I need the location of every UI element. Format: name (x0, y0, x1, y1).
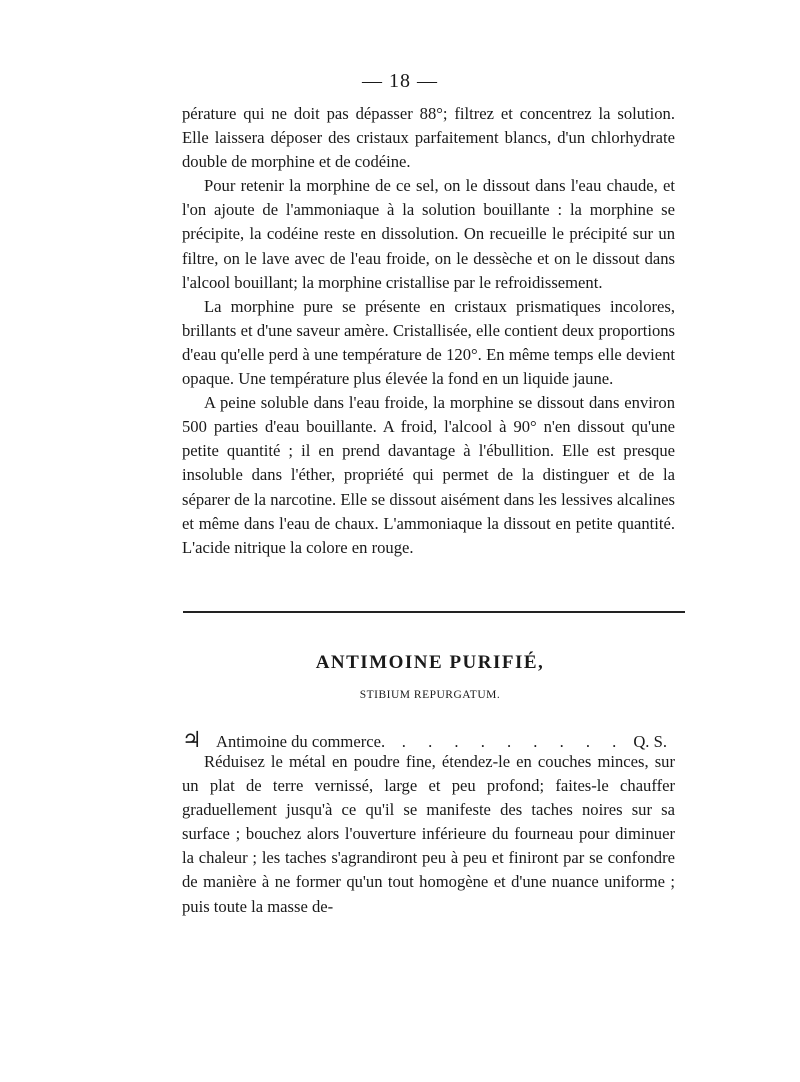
morphine-text-block (182, 102, 675, 560)
paragraph: pérature qui ne doit pas dépasser 88°; filtrez et concentrez la solution. Elle laissera déposer des cristaux parfaitement blancs, d'un chlorhydrate double de morphine et de codéine. (182, 104, 675, 172)
recipe-leader-dots: . . . . . . . . . (401, 732, 626, 751)
section-title: ANTIMOINE PURIFIÉ, (315, 652, 545, 673)
paragraph: Pour retenir la morphine de ce sel, on le dissout dans l'eau chaude, et l'on ajoute de l'ammoniaque à la solution bouillante : la morphine se précipite, la codéine reste en dissolution. On recueille le précipité sur un filtre, on le lave avec de l'eau froide, on le dessèche et on le dissout dans l'alcool bouillant; la morphine cristallise par le refroidissement. (182, 176, 675, 292)
paragraph: Réduisez le métal en poudre fine, étendez-le en couches minces, sur un plat de terre vernissé, large et peu profond; faites-le chauffer graduellement jusqu'à ce qu'il se manifeste des taches noires sur sa surface ; bouchez alors l'ouverture inférieure du fourneau pour diminuer la chaleur ; les taches s'agrandiront peu à peu et finiront par se confondre de manière à ne former qu'un tout homogène et d'une nuance uniforme ; puis toute la masse de- (182, 752, 675, 916)
antimoine-text-block (182, 750, 675, 919)
paragraph: A peine soluble dans l'eau froide, la morphine se dissout dans environ 500 parties d'eau bouillante. A froid, l'alcool à 90° n'en dissout qu'une petite quantité ; il en prend davantage à l'ébullition. Elle est presque insoluble dans l'éther, propriété qui permet de la distinguer et de la séparer de la narcotine. Elle se dissout aisément dans les lessives alcalines et même dans l'eau de chaux. L'ammoniaque la dissout en petite quantité. L'acide nitrique la colore en rouge. (182, 393, 675, 557)
section-subtitle: STIBIUM REPURGATUM. (359, 689, 501, 701)
recipe-symbol-icon: ♃ (182, 727, 202, 752)
paragraph: La morphine pure se présente en cristaux prismatiques incolores, brillants et d'une saveur amère. Cristallisée, elle contient deux proportions d'eau qu'elle perd à une température de 120°. En même temps elle devient opaque. Une température plus élevée la fond en un liquide jaune. (182, 296, 675, 389)
recipe-ingredient: Antimoine du commerce. (216, 732, 386, 751)
page-number: — 18 — (362, 70, 438, 92)
recipe-quantity: Q. S. (633, 732, 667, 751)
section-divider (183, 611, 685, 613)
